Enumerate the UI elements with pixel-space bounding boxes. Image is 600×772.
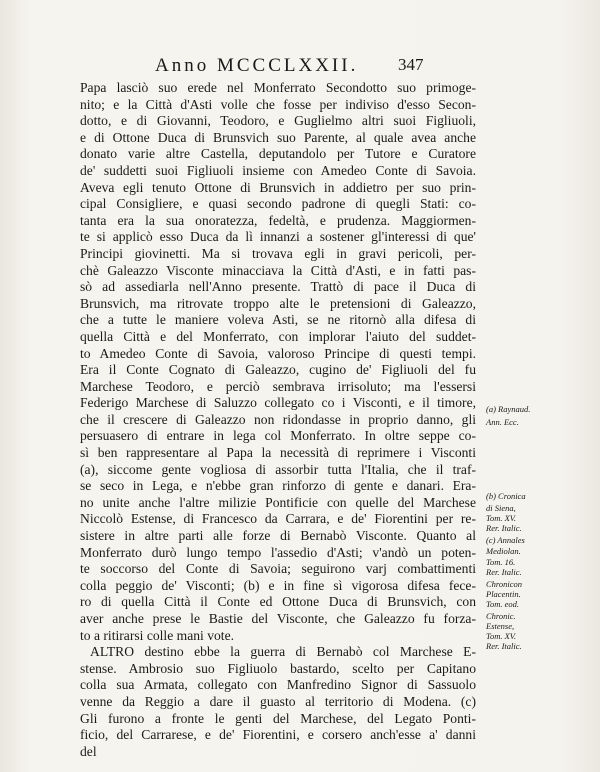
marginal-note: di Siena, xyxy=(486,503,516,513)
text-line: te soccorso del Conte di Savoia; seguirono varj combattimenti xyxy=(80,561,476,577)
text-line: Principi giovinetti. Ma si trovava egli in gravi pericoli, per- xyxy=(80,245,476,261)
text-line: stense. Ambrosio suo Figliuolo bastardo, scelto per Capitano xyxy=(80,660,476,676)
text-line: Marchese Teodoro, e perciò sembrava irrisoluto; ma l'essersi xyxy=(80,378,476,394)
text-line: chè Galeazzo Visconte minacciava la Città d'Asti, e in fatti pas- xyxy=(80,262,476,278)
marginal-note: (a) Raynaud. xyxy=(486,404,531,414)
marginal-note: Rer. Italic. xyxy=(486,567,522,577)
text-line: ALTRO destino ebbe la guerra di Bernabò col Marchese E- xyxy=(90,644,476,660)
text-line: quella Città e del Monferrato, con implorar l'aiuto del suddet- xyxy=(80,328,476,344)
text-line: Brunsvich, ma ritrovate troppo alte le pretensioni di Galeazzo, xyxy=(80,295,476,311)
text-line: sì ben rappresentare al Papa la necessità di reprimere i Visconti xyxy=(80,445,476,461)
marginal-note: Tom. XV. xyxy=(486,513,516,523)
main-text xyxy=(80,80,476,760)
running-title: Anno MCCCLXXII. xyxy=(155,55,359,76)
text-line: del xyxy=(80,743,97,759)
marginal-note: Tom. eod. xyxy=(486,599,519,609)
text-line: Niccolò Estense, di Francesco da Carrara, e de' Fiorentini per re- xyxy=(80,511,476,527)
marginal-note: Estense, xyxy=(486,621,515,631)
text-line: Papa lasciò suo erede nel Monferrato Secondotto suo primoge- xyxy=(80,80,476,95)
text-line: colla peggio de' Visconti; (b) e in fine sì vigorosa difesa fece- xyxy=(80,577,476,593)
marginal-note: Mediolan. xyxy=(486,546,521,556)
marginal-note: Ann. Ecc. xyxy=(486,417,519,427)
text-line: che il crescere di Galeazzo non ridondasse in proprio danno, gli xyxy=(80,411,476,427)
text-line: che a tutte le maniere voleva Asti, se ne ritornò alla difesa di xyxy=(80,312,476,328)
marginal-note: (c) Annales xyxy=(486,535,525,545)
text-line: ro di quella Città il Conte ed Ottone Duca di Brunsvich, con xyxy=(80,594,476,610)
text-line: e di Ottone Duca di Brunsvich suo Parente, al quale avea anche xyxy=(80,129,476,145)
text-line: Aveva egli tenuto Ottone di Brunsvich in addietro per suo prin- xyxy=(80,179,476,195)
marginal-note: Tom. 16. xyxy=(486,557,516,567)
text-line: donato varie altre Castella, deputandolo per Tutore e Curatore xyxy=(80,146,476,162)
marginal-note: Placentin. xyxy=(486,589,521,599)
text-line: to a ritirarsi colle mani vote. xyxy=(80,627,235,643)
marginal-note: (b) Cronica xyxy=(486,491,526,501)
text-line: no unite anche l'altre milizie Pontificie con quelle del Marchese xyxy=(80,494,476,510)
text-line: Monferrato durò lungo tempo l'assedio d'Asti; v'andò un poten- xyxy=(80,544,476,560)
marginal-note: Chronicon xyxy=(486,579,523,589)
text-line: de' suddetti suoi Figliuoli insieme con Amedeo Conte di Savoia. xyxy=(80,162,476,178)
text-line: colla sua Armata, collegato con Manfredino Signor di Sassuolo xyxy=(80,677,476,693)
text-line: aver anche prese le Bastie del Visconte, che Galeazzo fu forza- xyxy=(80,611,476,626)
text-line: cipal Consigliere, e quasi secondo padrone di quegli Stati: co- xyxy=(80,196,476,212)
text-line: sò ad assediarla nell'Anno presente. Trattò di pace il Duca di xyxy=(80,279,476,295)
text-line: ficio, del Carrarese, e de' Fiorentini, e corsero anch'esse a' danni xyxy=(80,727,476,743)
text-line: Era il Conte Cognato di Galeazzo, cugino de' Figliuoli del fu xyxy=(80,362,476,378)
text-line: persuasero di entrare in lega col Monferrato. In oltre seppe co- xyxy=(80,428,476,444)
text-line: te si applicò esso Duca da lì innanzi a sostener gl'interessi di que' xyxy=(80,229,476,245)
text-line: tanta era la sua onoratezza, fedeltà, e prudenza. Maggiormen- xyxy=(80,212,476,228)
marginal-note: Tom. XV. xyxy=(486,631,516,641)
text-line: Gli furono a fronte le genti del Marchese, del Legato Ponti- xyxy=(80,710,476,726)
marginal-note: Rer. Italic. xyxy=(486,641,522,651)
marginal-note: Chronic. xyxy=(486,611,516,621)
page-number: 347 xyxy=(398,55,424,74)
text-line: se seco in Lega, e n'ebbe gran rinforzo di gente e danari. Era- xyxy=(80,478,476,494)
text-line: (a), siccome gente vogliosa di assorbir tutta l'Italia, che il traf- xyxy=(80,461,476,477)
marginal-note: Rer. Italic. xyxy=(486,523,522,533)
page-header xyxy=(0,55,600,77)
text-line: venne da Reggio a dare il guasto al territorio di Modena. (c) xyxy=(80,693,476,709)
text-line: Federigo Marchese di Saluzzo collegato co i Visconti, e il timore, xyxy=(80,395,476,411)
text-line: nito; e la Città d'Asti volle che fosse per indiviso d'esso Secon- xyxy=(80,96,476,112)
text-line: to Amedeo Conte di Savoia, valoroso Principe di questi tempi. xyxy=(80,345,476,361)
text-line: dotto, e di Giovanni, Teodoro, e Guglielmo altri suoi Figliuoli, xyxy=(80,113,476,129)
text-line: sistere in altre parti alle forze di Bernabò Visconte. Quanto al xyxy=(80,528,476,544)
